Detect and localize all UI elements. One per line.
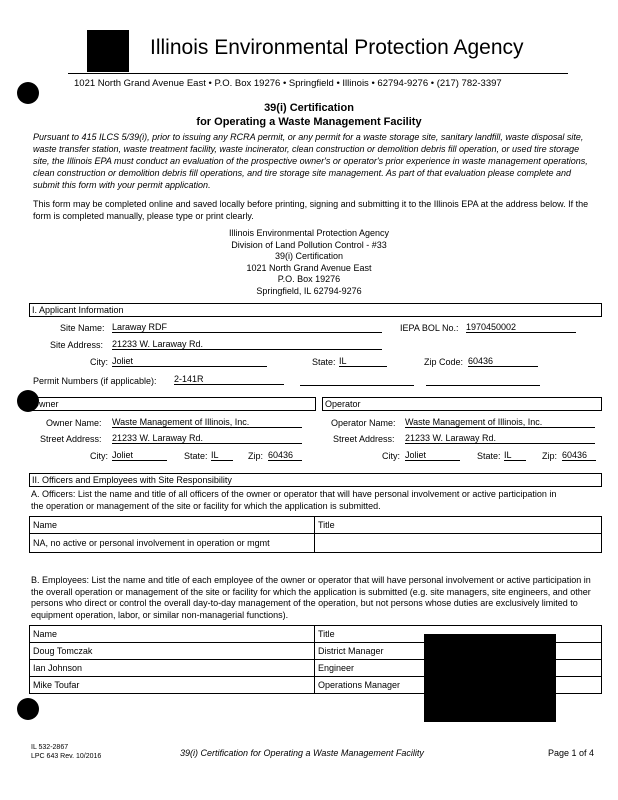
table-row	[30, 534, 602, 553]
name-header: Name	[30, 517, 315, 534]
officer-name-cell[interactable]: NA, no active or personal involvement in operation or mgmt	[30, 534, 315, 553]
site-name-label: Site Name:	[60, 323, 105, 333]
employee-title-cell[interactable]: District Manager	[315, 643, 602, 660]
title-header: Title	[315, 626, 602, 643]
owner-heading: Owner	[32, 399, 59, 409]
section2-heading: II. Officers and Employees with Site Responsibility	[32, 475, 232, 485]
mailing-address-line: Springfield, IL 62794-9276	[256, 285, 362, 296]
operator-name-label: Operator Name:	[331, 418, 396, 428]
agency-address: 1021 North Grand Avenue East • P.O. Box 19276 • Springfield • Illinois • 62794-9276 • (217) 782-3397	[74, 78, 502, 89]
site-address-label: Site Address:	[50, 340, 104, 350]
form-id	[31, 743, 101, 761]
zip-label: Zip Code:	[424, 357, 464, 367]
owner-street-label: Street Address:	[40, 434, 102, 444]
site-name-field[interactable]: Laraway RDF	[112, 322, 382, 333]
state-label: State:	[312, 357, 336, 367]
employee-name-cell[interactable]: Mike Toufar	[30, 677, 315, 694]
mailing-address-line: 1021 North Grand Avenue East	[246, 262, 372, 273]
operator-street-field[interactable]: 21233 W. Laraway Rd.	[405, 433, 595, 444]
header-rule	[68, 73, 568, 74]
owner-state-field[interactable]: IL	[211, 450, 233, 461]
operator-heading: Operator	[325, 399, 361, 409]
employees-instructions: B. Employees: List the name and title of each employee of the owner or operator that will have personal involvement or active participation in the overall operation or management of the site or facility for which the application is submitted (e.g. site managers, site engineers, and other persons who direct or control the overall day-to-day management of the operation, but not persons whose duties are exclusively limited to equipment operation, labor, or similar non-managerial functions).	[31, 575, 591, 620]
officers-table	[29, 516, 602, 553]
operator-state-label: State:	[477, 451, 501, 461]
zip-field[interactable]: 60436	[468, 356, 538, 367]
mailing-address-line: Division of Land Pollution Control - #33	[231, 239, 387, 250]
owner-city-label: City:	[90, 451, 108, 461]
permit-label: Permit Numbers (if applicable):	[33, 376, 157, 386]
officer-title-cell[interactable]	[315, 534, 602, 553]
form-id-line: LPC 643 Rev. 10/2016	[31, 753, 102, 760]
bol-label: IEPA BOL No.:	[400, 323, 459, 333]
page-number: Page 1 of 4	[548, 748, 595, 758]
intro-paragraph: Pursuant to 415 ILCS 5/39(i), prior to issuing any RCRA permit, or any permit for a waste storage site, sanitary landfill, waste disposal site, waste transfer station, waste treatment facility, waste incinerator, clean construction or demolition debris fill operation, or used tire storage site, the Illinois EPA must conduct an evaluation of the prospective owner's or operator's prior experience in waste management operations, clean construction or demolition debris fill operations, and tire storage site management. As part of that evaluation please complete and submit this form with your permit application.	[33, 132, 588, 190]
section1-heading-box	[29, 303, 602, 317]
employee-name-cell[interactable]: Doug Tomczak	[30, 643, 315, 660]
form-title: 39(i) Certification	[264, 102, 354, 114]
mailing-address-line: Illinois Environmental Protection Agency	[228, 228, 390, 238]
operator-name-field[interactable]: Waste Management of Illinois, Inc.	[405, 417, 595, 428]
punch-hole	[17, 82, 39, 104]
site-address-field[interactable]: 21233 W. Laraway Rd.	[112, 339, 382, 350]
owner-name-label: Owner Name:	[46, 418, 102, 428]
operator-state-field[interactable]: IL	[504, 450, 526, 461]
permit-field[interactable]: 2-141R	[174, 374, 284, 385]
bol-field[interactable]: 1970450002	[466, 322, 576, 333]
owner-zip-label: Zip:	[248, 451, 264, 461]
section1-heading: I. Applicant Information	[32, 305, 124, 315]
owner-zip-field[interactable]: 60436	[268, 450, 302, 461]
owner-name-field[interactable]: Waste Management of Illinois, Inc.	[112, 417, 302, 428]
employee-title-cell[interactable]: Operations Manager	[315, 677, 602, 694]
agency-name: Illinois Environmental Protection Agency	[150, 36, 524, 59]
permit-field-blank[interactable]	[426, 385, 540, 386]
operator-heading-box	[322, 397, 602, 411]
permit-field-blank[interactable]	[300, 385, 414, 386]
operator-zip-label: Zip:	[542, 451, 558, 461]
employee-title-cell[interactable]: Engineer	[315, 660, 602, 677]
operator-zip-field[interactable]: 60436	[562, 450, 596, 461]
table-header-row	[30, 517, 602, 534]
city-label: City:	[90, 357, 108, 367]
mailing-address-line: P.O. Box 19276	[277, 274, 341, 284]
owner-street-field[interactable]: 21233 W. Laraway Rd.	[112, 433, 302, 444]
operator-city-field[interactable]: Joliet	[405, 450, 460, 461]
punch-hole	[17, 698, 39, 720]
officers-instructions: A. Officers: List the name and title of all officers of the owner or operator that will have personal involvement or active participation in the operation or management of the site or facility for which the application is submitted.	[31, 489, 557, 511]
footer-form-name: 39(i) Certification for Operating a Waste Management Facility	[180, 748, 424, 758]
mailing-address-line: 39(i) Certification	[274, 251, 344, 261]
owner-state-label: State:	[184, 451, 208, 461]
operator-street-label: Street Address:	[333, 434, 395, 444]
state-field[interactable]: IL	[339, 356, 387, 367]
form-id-line: IL 532-2867	[31, 744, 69, 751]
operator-city-label: City:	[382, 451, 400, 461]
instructions-paragraph: This form may be completed online and saved locally before printing, signing and submitting it to the Illinois EPA at the address below. If the form is completed manually, please type or print clearly.	[33, 199, 589, 221]
owner-heading-box	[29, 397, 316, 411]
redaction-block	[424, 634, 556, 722]
section2-heading-box	[29, 473, 602, 487]
name-header: Name	[30, 626, 315, 643]
mailing-address	[0, 228, 618, 297]
title-header: Title	[315, 517, 602, 534]
agency-logo	[87, 30, 129, 72]
owner-city-field[interactable]: Joliet	[112, 450, 167, 461]
form-subtitle: for Operating a Waste Management Facility	[196, 116, 422, 128]
city-field[interactable]: Joliet	[112, 356, 267, 367]
employee-name-cell[interactable]: Ian Johnson	[30, 660, 315, 677]
